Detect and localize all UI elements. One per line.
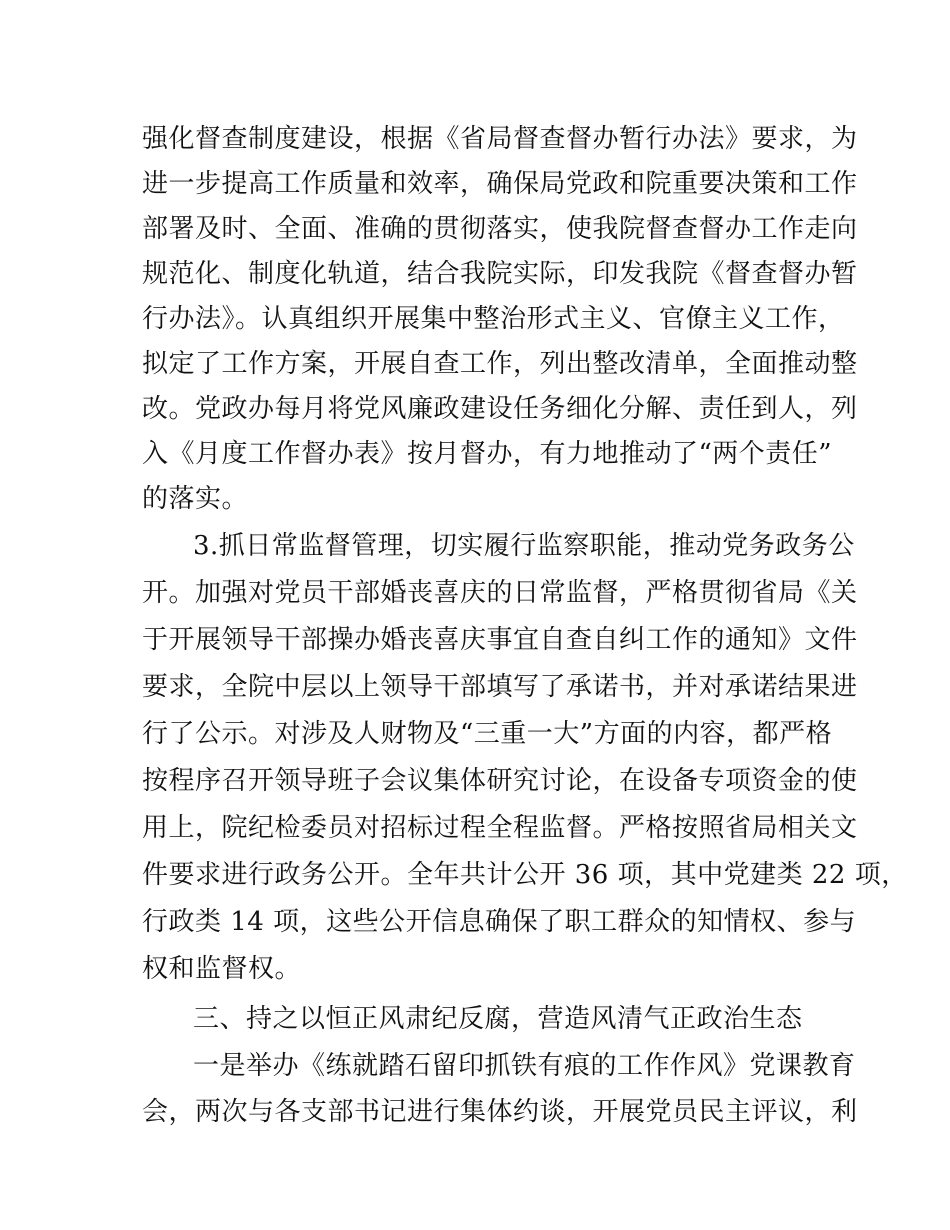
- paragraph-line: 要求，全院中层以上领导干部填写了承诺书，并对承诺结果进: [142, 672, 858, 702]
- paragraph-line-indented: 3.抓日常监督管理，切实履行监察职能，推动党务政务公: [193, 531, 855, 561]
- paragraph-line: 行办法》。认真组织开展集中整治形式主义、官僚主义工作，: [142, 304, 845, 334]
- paragraph-line: 部署及时、全面、准确的贯彻落实，使我院督查督办工作走向: [142, 214, 858, 244]
- paragraph-line: 入《月度工作督办表》按月督办，有力地推动了“两个责任”: [142, 439, 833, 469]
- paragraph-line: 进一步提高工作质量和效率，确保局党政和院重要决策和工作: [142, 169, 858, 199]
- paragraph-line: 拟定了工作方案，开展自查工作，列出整改清单，全面推动整: [142, 349, 858, 379]
- paragraph-line: 开。加强对党员干部婚丧喜庆的日常监督，严格贯彻省局《关: [142, 578, 858, 608]
- paragraph-line: 用上，院纪检委员对招标过程全程监督。严格按照省局相关文: [142, 813, 858, 843]
- paragraph-line: 行政类 14 项，这些公开信息确保了职工群众的知情权、参与: [142, 907, 857, 937]
- paragraph-line: 的落实。: [142, 484, 249, 514]
- paragraph-line: 强化督查制度建设，根据《省局督查督办暂行办法》要求，为: [142, 124, 858, 154]
- section-heading: 三、持之以恒正风肃纪反腐，营造风清气正政治生态: [193, 1004, 803, 1034]
- paragraph-line: 权和监督权。: [142, 954, 302, 984]
- paragraph-line: 行了公示。对涉及人财物及“三重一大”方面的内容，都严格: [142, 719, 833, 749]
- paragraph-line: 件要求进行政务公开。全年共计公开 36 项，其中党建类 22 项，: [142, 860, 908, 890]
- paragraph-line: 按程序召开领导班子会议集体研究讨论，在设备专项资金的使: [142, 766, 858, 796]
- paragraph-line-indented: 一是举办《练就踏石留印抓铁有痕的工作作风》党课教育: [193, 1051, 856, 1081]
- paragraph-line: 规范化、制度化轨道，结合我院实际，印发我院《督查督办暂: [142, 259, 858, 289]
- paragraph-line: 于开展领导干部操办婚丧喜庆事宜自查自纠工作的通知》文件: [142, 625, 858, 655]
- paragraph-line: 会，两次与各支部书记进行集体约谈，开展党员民主评议，利: [142, 1097, 858, 1127]
- paragraph-line: 改。党政办每月将党风廉政建设任务细化分解、责任到人，列: [142, 394, 858, 424]
